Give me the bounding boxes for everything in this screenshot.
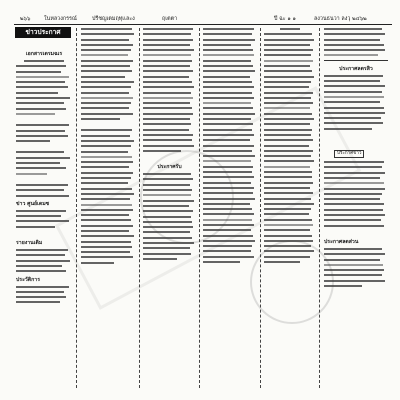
text-line [81,151,128,153]
text-line [203,229,251,231]
text-line [143,258,177,260]
text-line [203,70,255,72]
text-line [264,92,313,94]
text-line [81,246,132,248]
text-line [203,192,253,194]
text-line [203,129,252,131]
text-line [81,60,133,62]
text-line [264,245,311,247]
text-line [324,112,385,114]
text-line [81,118,120,120]
text-line [81,44,133,46]
section-heading: เอกสารเดรมฉเร [25,51,63,57]
text-line [264,150,313,152]
text-line [16,71,61,73]
text-line [16,296,66,298]
text-line [143,150,181,152]
masthead-title: ข่าวประกาศ [15,27,71,38]
text-line [143,231,190,233]
text-line [81,188,132,190]
text-line [16,286,69,288]
text-line [324,85,385,87]
text-line [203,250,251,252]
text-line [143,113,193,115]
text-line [16,265,62,267]
text-line [264,65,310,67]
text-line [264,261,300,263]
text-line [203,123,253,125]
text-line [264,107,310,109]
text-line [16,215,61,217]
text-line [203,240,255,242]
text-line [143,81,192,83]
text-line [264,134,311,136]
text-line [81,86,131,88]
text-line [264,224,313,226]
text-line [16,102,64,104]
text-line [81,129,132,131]
text-line [203,150,252,152]
text-line [264,76,314,78]
text-line [16,108,66,110]
text-line [203,261,240,263]
text-line [203,155,255,157]
text-line [264,171,312,173]
text-line [264,49,313,51]
text-line [143,28,193,30]
section-heading: ประกาศลดส่วน [324,238,359,245]
column-1 [16,42,72,390]
text-line [264,54,311,56]
text-line [203,235,253,237]
text-line [81,70,132,72]
text-line [81,198,130,200]
text-line [264,118,314,120]
text-line [264,33,312,35]
text-line [81,219,131,221]
text-line [81,33,134,35]
text-line [16,124,69,126]
text-line [324,259,380,261]
paragraph-gap [16,231,72,237]
text-line [203,187,254,189]
text-line [203,92,252,94]
text-line [324,44,384,46]
text-line [81,81,134,83]
text-line [203,145,254,147]
text-line [203,256,254,258]
text-line [324,274,382,276]
paragraph-gap [16,42,72,48]
text-line [264,44,310,46]
column-rule [76,28,77,388]
text-line [203,76,250,78]
text-line [324,182,384,184]
boxed-heading: ประกาศข่าว [334,150,364,158]
text-line [143,194,191,196]
text-line [264,182,313,184]
text-line [16,260,70,262]
text-line [264,81,311,83]
text-line [264,145,309,147]
column-4 [203,28,257,390]
text-line [143,221,192,223]
text-line [324,285,362,287]
text-line [143,210,193,212]
text-line [143,189,192,191]
text-line [16,86,68,88]
text-line [203,166,253,168]
text-line [324,188,385,190]
text-line [203,65,253,67]
text-line [264,160,314,162]
text-line [143,173,191,175]
text-line [324,172,385,174]
text-line [324,33,385,35]
text-line [81,92,129,94]
section-heading: ประกาศลดรสิว [339,65,373,72]
text-line [143,139,192,141]
text-line [16,162,60,164]
text-line [81,145,131,147]
text-line [16,113,55,115]
text-line [324,107,384,109]
text-line [143,205,189,207]
text-line [203,219,252,221]
text-line [16,210,66,212]
text-line [143,184,190,186]
column-6 [324,28,388,390]
paper-name: ในหลวงกรรณ์ [44,16,77,22]
text-line [324,128,372,130]
text-line [16,173,47,175]
text-line [81,235,134,237]
text-line [280,28,301,30]
text-line [203,49,253,51]
text-line [143,237,192,239]
text-line [81,65,130,67]
text-line [143,134,193,136]
text-line [143,65,190,67]
text-line [81,76,125,78]
text-line [81,107,129,109]
text-line [203,60,251,62]
text-line [203,86,254,88]
text-line [324,39,380,41]
text-line [24,60,63,62]
text-line [143,97,193,99]
text-line [81,166,129,168]
column-rule [260,28,261,388]
text-line [16,130,65,132]
text-line [264,208,311,210]
text-line [81,193,134,195]
text-line [264,129,312,131]
text-line [81,140,134,142]
text-line [203,107,253,109]
text-line [264,176,312,178]
text-line [264,97,311,99]
text-line [324,161,384,163]
text-line [81,177,131,179]
text-line [143,76,189,78]
text-line [324,203,384,205]
text-line [143,123,191,125]
text-line [203,224,254,226]
text-line [264,192,313,194]
text-line [16,226,55,228]
text-line [81,204,132,206]
page-number: ๒๖๖ [20,16,31,22]
text-line [324,54,378,56]
text-line [143,242,194,244]
text-line [324,28,382,30]
text-line [264,139,313,141]
text-line [81,54,128,56]
text-line [16,135,68,137]
column-rule [199,28,200,388]
paragraph-gap [324,133,388,139]
text-line [81,230,129,232]
text-line [324,248,382,250]
text-line [324,225,384,227]
text-line [81,182,128,184]
text-line [324,193,382,195]
column-5 [264,28,316,390]
text-line [16,76,69,78]
text-line [264,102,313,104]
text-line [264,235,312,237]
text-line [16,184,68,186]
text-line [16,97,70,99]
text-line [264,60,313,62]
issue-number: ปี ฉะ ๑ ๑ [274,16,296,22]
section-heading: รายงานเดิม [16,240,43,247]
text-line [81,225,133,227]
text-line [203,54,254,56]
text-line [203,208,252,210]
text-line [81,102,131,104]
text-line [264,113,312,115]
paragraph-gap [143,155,196,161]
text-line [264,198,311,200]
text-line [81,262,114,264]
text-line [324,166,382,168]
text-line [324,96,384,98]
text-line [203,39,255,41]
text-line [81,135,130,137]
text-line [203,113,255,115]
text-line [81,209,133,211]
text-line [16,195,69,197]
text-line [143,33,191,35]
text-line [324,91,382,93]
text-line [264,123,310,125]
horizontal-rule [324,60,388,61]
text-line [324,122,383,124]
paragraph-gap [324,230,388,236]
text-line [16,92,58,94]
column-rule [319,28,320,388]
text-line [264,86,309,88]
text-line [16,249,68,251]
text-line [143,49,194,51]
text-line [16,220,69,222]
text-line [324,101,380,103]
section-name: ฤเตตา [162,16,178,22]
text-line [264,39,314,41]
text-line [143,129,189,131]
text-line [16,65,66,67]
text-line [143,86,194,88]
text-line [264,155,311,157]
text-line [143,39,193,41]
text-line [203,182,251,184]
text-line [264,187,310,189]
text-line [16,151,64,153]
text-line [264,250,314,252]
text-line [324,177,380,179]
text-line [203,81,252,83]
text-line [203,102,251,104]
text-line [264,219,312,221]
text-line [143,44,190,46]
text-line [203,198,255,200]
text-line [264,256,310,258]
text-line [324,209,383,211]
text-line [81,49,131,51]
text-line [143,200,194,202]
text-line [16,189,64,191]
section-heading: ข่าว ศูนย์เดมซ [16,200,50,207]
text-line [16,301,60,303]
text-line [203,160,251,162]
text-line [324,280,385,282]
text-line [203,203,250,205]
text-line [143,102,190,104]
text-line [324,75,383,77]
text-line [264,229,310,231]
text-line [324,264,383,266]
text-line [143,178,193,180]
text-line [324,269,384,271]
text-line [143,118,190,120]
text-line [264,70,312,72]
text-line [324,253,385,255]
text-line [143,107,192,109]
text-line [203,245,252,247]
text-line [16,81,65,83]
text-line [81,214,129,216]
text-line [143,145,194,147]
text-line [324,198,380,200]
text-line [264,213,309,215]
text-line [203,44,251,46]
text-line [324,219,381,221]
text-line [203,33,252,35]
text-line [81,251,130,253]
text-line [324,214,385,216]
text-line [143,216,191,218]
section-heading: ประกาศรับ [157,164,182,171]
text-line [203,171,252,173]
text-line [203,97,254,99]
text-line [203,139,250,141]
text-line [81,161,133,163]
text-line [143,253,191,255]
text-line [203,134,254,136]
text-line [16,140,50,142]
text-line [81,256,133,258]
text-line [81,97,133,99]
text-line [324,117,381,119]
text-line [81,172,133,174]
section-heading: ประวัติการ [16,276,40,283]
text-line [143,70,193,72]
text-line [264,166,310,168]
paper-subtitle: ปรีชญเตมฤทุเเละง [92,16,135,22]
text-line [203,28,254,30]
text-line [143,247,190,249]
page-header [14,14,392,25]
text-line [324,49,385,51]
text-line [203,118,251,120]
text-line [143,54,191,56]
text-line [16,167,66,169]
text-line [16,254,65,256]
column-3 [143,28,196,390]
text-line [81,241,131,243]
text-line [16,291,64,293]
column-rule [139,28,140,388]
text-line [264,240,313,242]
issue-date: ลงวนธนวา ลงวุ ๒๔๖๒ [314,16,367,22]
text-line [143,92,191,94]
text-line [16,270,66,272]
text-line [203,176,254,178]
text-line [81,39,129,41]
text-line [16,157,70,159]
text-line [264,203,314,205]
text-line [81,28,132,30]
text-line [143,60,192,62]
text-line [81,156,132,158]
text-line [81,113,133,115]
text-line [324,80,380,82]
text-line [143,226,193,228]
text-line [203,213,254,215]
column-2 [81,28,136,390]
